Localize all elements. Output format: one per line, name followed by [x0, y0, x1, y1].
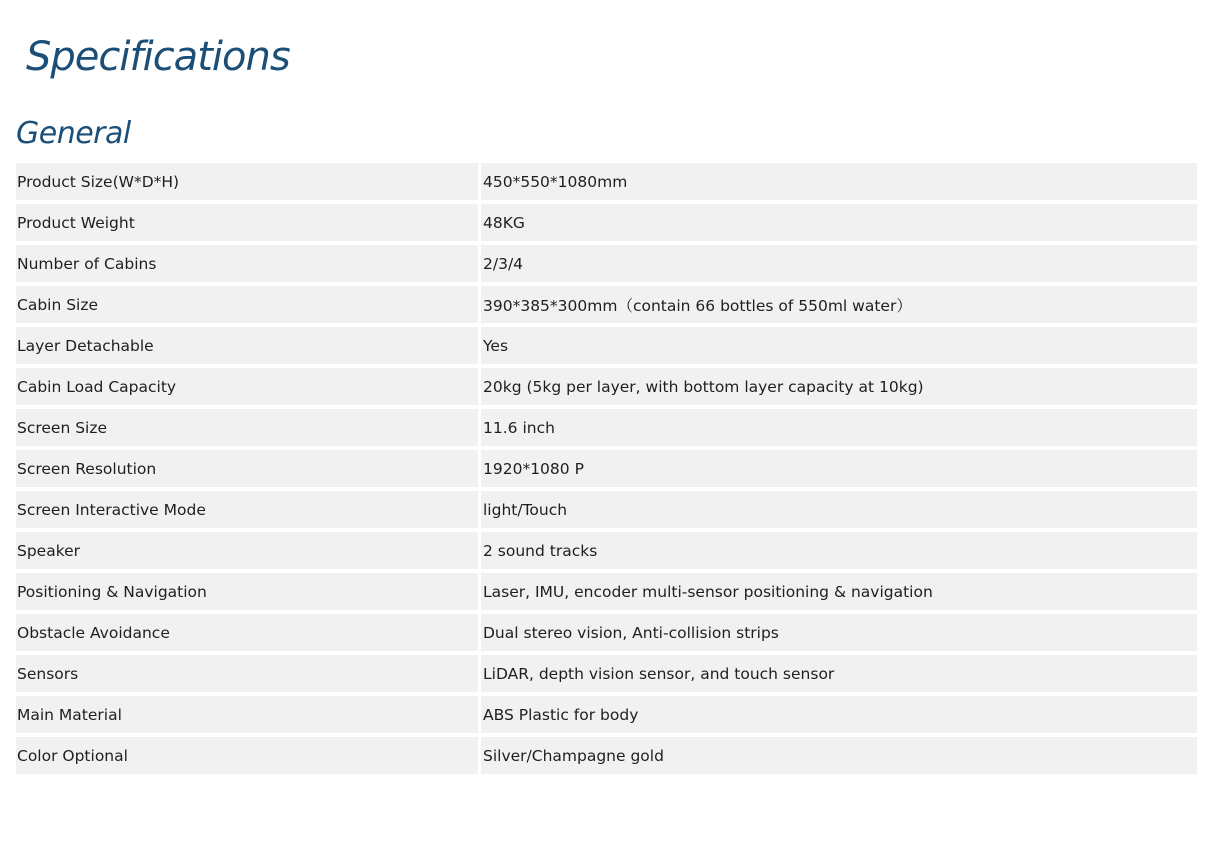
spec-label: Sensors — [16, 655, 481, 696]
spec-label: Screen Resolution — [16, 450, 481, 491]
spec-label: Layer Detachable — [16, 327, 481, 368]
table-row — [16, 532, 1197, 573]
spec-label: Obstacle Avoidance — [16, 614, 481, 655]
spec-value: Yes — [481, 327, 1197, 368]
table-row — [16, 163, 1197, 204]
spec-value: Laser, IMU, encoder multi-sensor positioning & navigation — [481, 573, 1197, 614]
table-row — [16, 655, 1197, 696]
table-row — [16, 368, 1197, 409]
spec-value: 20kg (5kg per layer, with bottom layer capacity at 10kg) — [481, 368, 1197, 409]
spec-table — [16, 163, 1197, 778]
spec-value: light/Touch — [481, 491, 1197, 532]
spec-value: 48KG — [481, 204, 1197, 245]
spec-label: Color Optional — [16, 737, 481, 778]
table-row — [16, 409, 1197, 450]
spec-value: Silver/Champagne gold — [481, 737, 1197, 778]
spec-label: Positioning & Navigation — [16, 573, 481, 614]
spec-label: Main Material — [16, 696, 481, 737]
table-row — [16, 204, 1197, 245]
section-title-general: General — [16, 116, 131, 151]
spec-value: 1920*1080 P — [481, 450, 1197, 491]
spec-label: Number of Cabins — [16, 245, 481, 286]
table-row — [16, 737, 1197, 778]
spec-value: 450*550*1080mm — [481, 163, 1197, 204]
spec-value: Dual stereo vision, Anti-collision strips — [481, 614, 1197, 655]
spec-value: ABS Plastic for body — [481, 696, 1197, 737]
spec-value: LiDAR, depth vision sensor, and touch sensor — [481, 655, 1197, 696]
spec-value: 2 sound tracks — [481, 532, 1197, 573]
spec-label: Cabin Size — [16, 286, 481, 327]
table-row — [16, 245, 1197, 286]
table-row — [16, 327, 1197, 368]
table-row — [16, 696, 1197, 737]
table-row — [16, 614, 1197, 655]
spec-value: 390*385*300mm（contain 66 bottles of 550ml water） — [481, 286, 1197, 327]
spec-value: 11.6 inch — [481, 409, 1197, 450]
spec-label: Product Size(W*D*H) — [16, 163, 481, 204]
table-row — [16, 491, 1197, 532]
table-row — [16, 450, 1197, 491]
page-title: Specifications — [26, 34, 290, 80]
spec-label: Cabin Load Capacity — [16, 368, 481, 409]
spec-label: Product Weight — [16, 204, 481, 245]
spec-label: Screen Interactive Mode — [16, 491, 481, 532]
spec-value: 2/3/4 — [481, 245, 1197, 286]
table-row — [16, 573, 1197, 614]
table-row — [16, 286, 1197, 327]
spec-label: Screen Size — [16, 409, 481, 450]
spec-label: Speaker — [16, 532, 481, 573]
